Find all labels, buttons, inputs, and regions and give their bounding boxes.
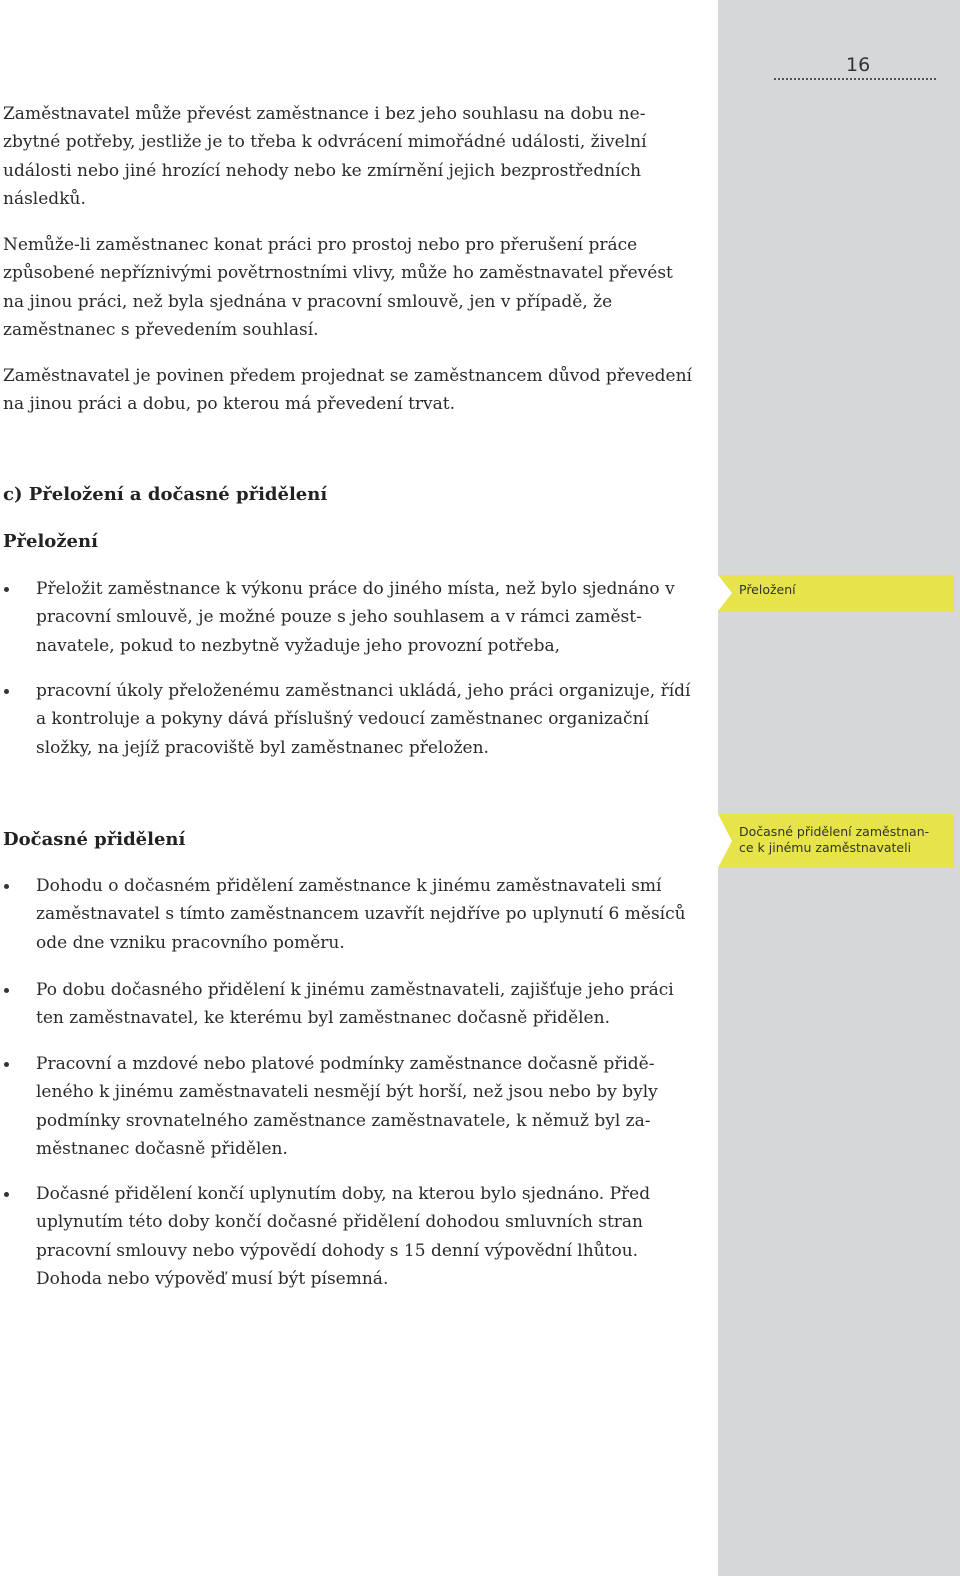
list-item-text: pracovní úkoly přeloženému zaměstnanci ukládá, jeho práci organizuje, řídí a kontroluje a pokyny dává příslušný vedoucí zaměstnanec organizační složky, na jejíž pracoviště byl zaměstnanec přeložen.: [36, 681, 691, 758]
intro-paragraph-3: Zaměstnavatel je povinen předem projednat se zaměstnancem důvod převedení na jinou práci a dobu, po kterou má převedení trvat.: [3, 366, 692, 415]
margin-tag-prelozeni: [718, 575, 954, 612]
margin-tag-label: Dočasné přidělení zaměstnance k jinému zaměstnavateli: [739, 824, 930, 855]
bullet-icon: [4, 884, 9, 889]
page-number-dotted-rule: [774, 78, 936, 80]
list-item-text: Pracovní a mzdové nebo platové podmínky zaměstnance dočasně přiděleného k jinému zaměstnavateli nesmějí být horší, než jsou nebo by byly podmínky srovnatelného zaměstnance zaměstnavatele, k němuž byl zaměstnanec dočasně přidělen.: [36, 1054, 658, 1160]
page-number: 16: [846, 54, 871, 76]
margin-tag-label: Přeložení: [739, 582, 796, 597]
bullet-icon: [4, 988, 9, 993]
bullet-icon: [4, 587, 9, 592]
subsection-heading-docasne-prideleni: Dočasné přidělení: [3, 829, 186, 850]
bullet-icon: [4, 1192, 9, 1197]
list-item-text: Po dobu dočasného přidělení k jinému zaměstnavateli, zajišťuje jeho práci ten zaměstnavatel, ke kterému byl zaměstnanec dočasně přidělen.: [36, 980, 674, 1029]
bullet-icon: [4, 1062, 9, 1067]
section-title: c) Přeložení a dočasné přidělení: [3, 484, 328, 505]
list-item-text: Dohodu o dočasném přidělení zaměstnance k jinému zaměstnavateli smí zaměstnavatel s tímto zaměstnancem uzavřít nejdříve po uplynutí 6 měsíců ode dne vzniku pracovního poměru.: [36, 876, 686, 953]
margin-sidebar: [718, 0, 960, 1576]
margin-tag-docasne-prideleni: [718, 814, 954, 868]
list-item-text: Přeložit zaměstnance k výkonu práce do jiného místa, než bylo sjednáno v pracovní smlouvě, je možné pouze s jeho souhlasem a v rámci zaměstnavatele, pokud to nezbytně vyžaduje jeho provozní potřeba,: [36, 579, 675, 656]
intro-paragraph-2: Nemůže-li zaměstnanec konat práci pro prostoj nebo pro přerušení práce způsobené nepříznivými povětrnostními vlivy, může ho zaměstnavatel převést na jinou práci, než byla sjednána v pracovní smlouvě, jen v případě, že zaměstnanec s převedením souhlasí.: [3, 235, 673, 341]
list-item-text: Dočasné přidělení končí uplynutím doby, na kterou bylo sjednáno. Před uplynutím této doby končí dočasné přidělení dohodou smluvních stran pracovní smlouvy nebo výpovědí dohody s 15 denní výpovědní lhůtou. Dohoda nebo výpověď musí být písemná.: [36, 1184, 651, 1290]
intro-paragraph-1: Zaměstnavatel může převést zaměstnance i bez jeho souhlasu na dobu nezbytné potřeby, jestliže je to třeba k odvrácení mimořádné události, živelní události nebo jiné hrozící nehody nebo ke zmírnění jejich bezprostředních následků.: [3, 104, 647, 210]
bullet-icon: [4, 689, 9, 694]
subsection-heading-prelozeni: Přeložení: [3, 531, 98, 552]
